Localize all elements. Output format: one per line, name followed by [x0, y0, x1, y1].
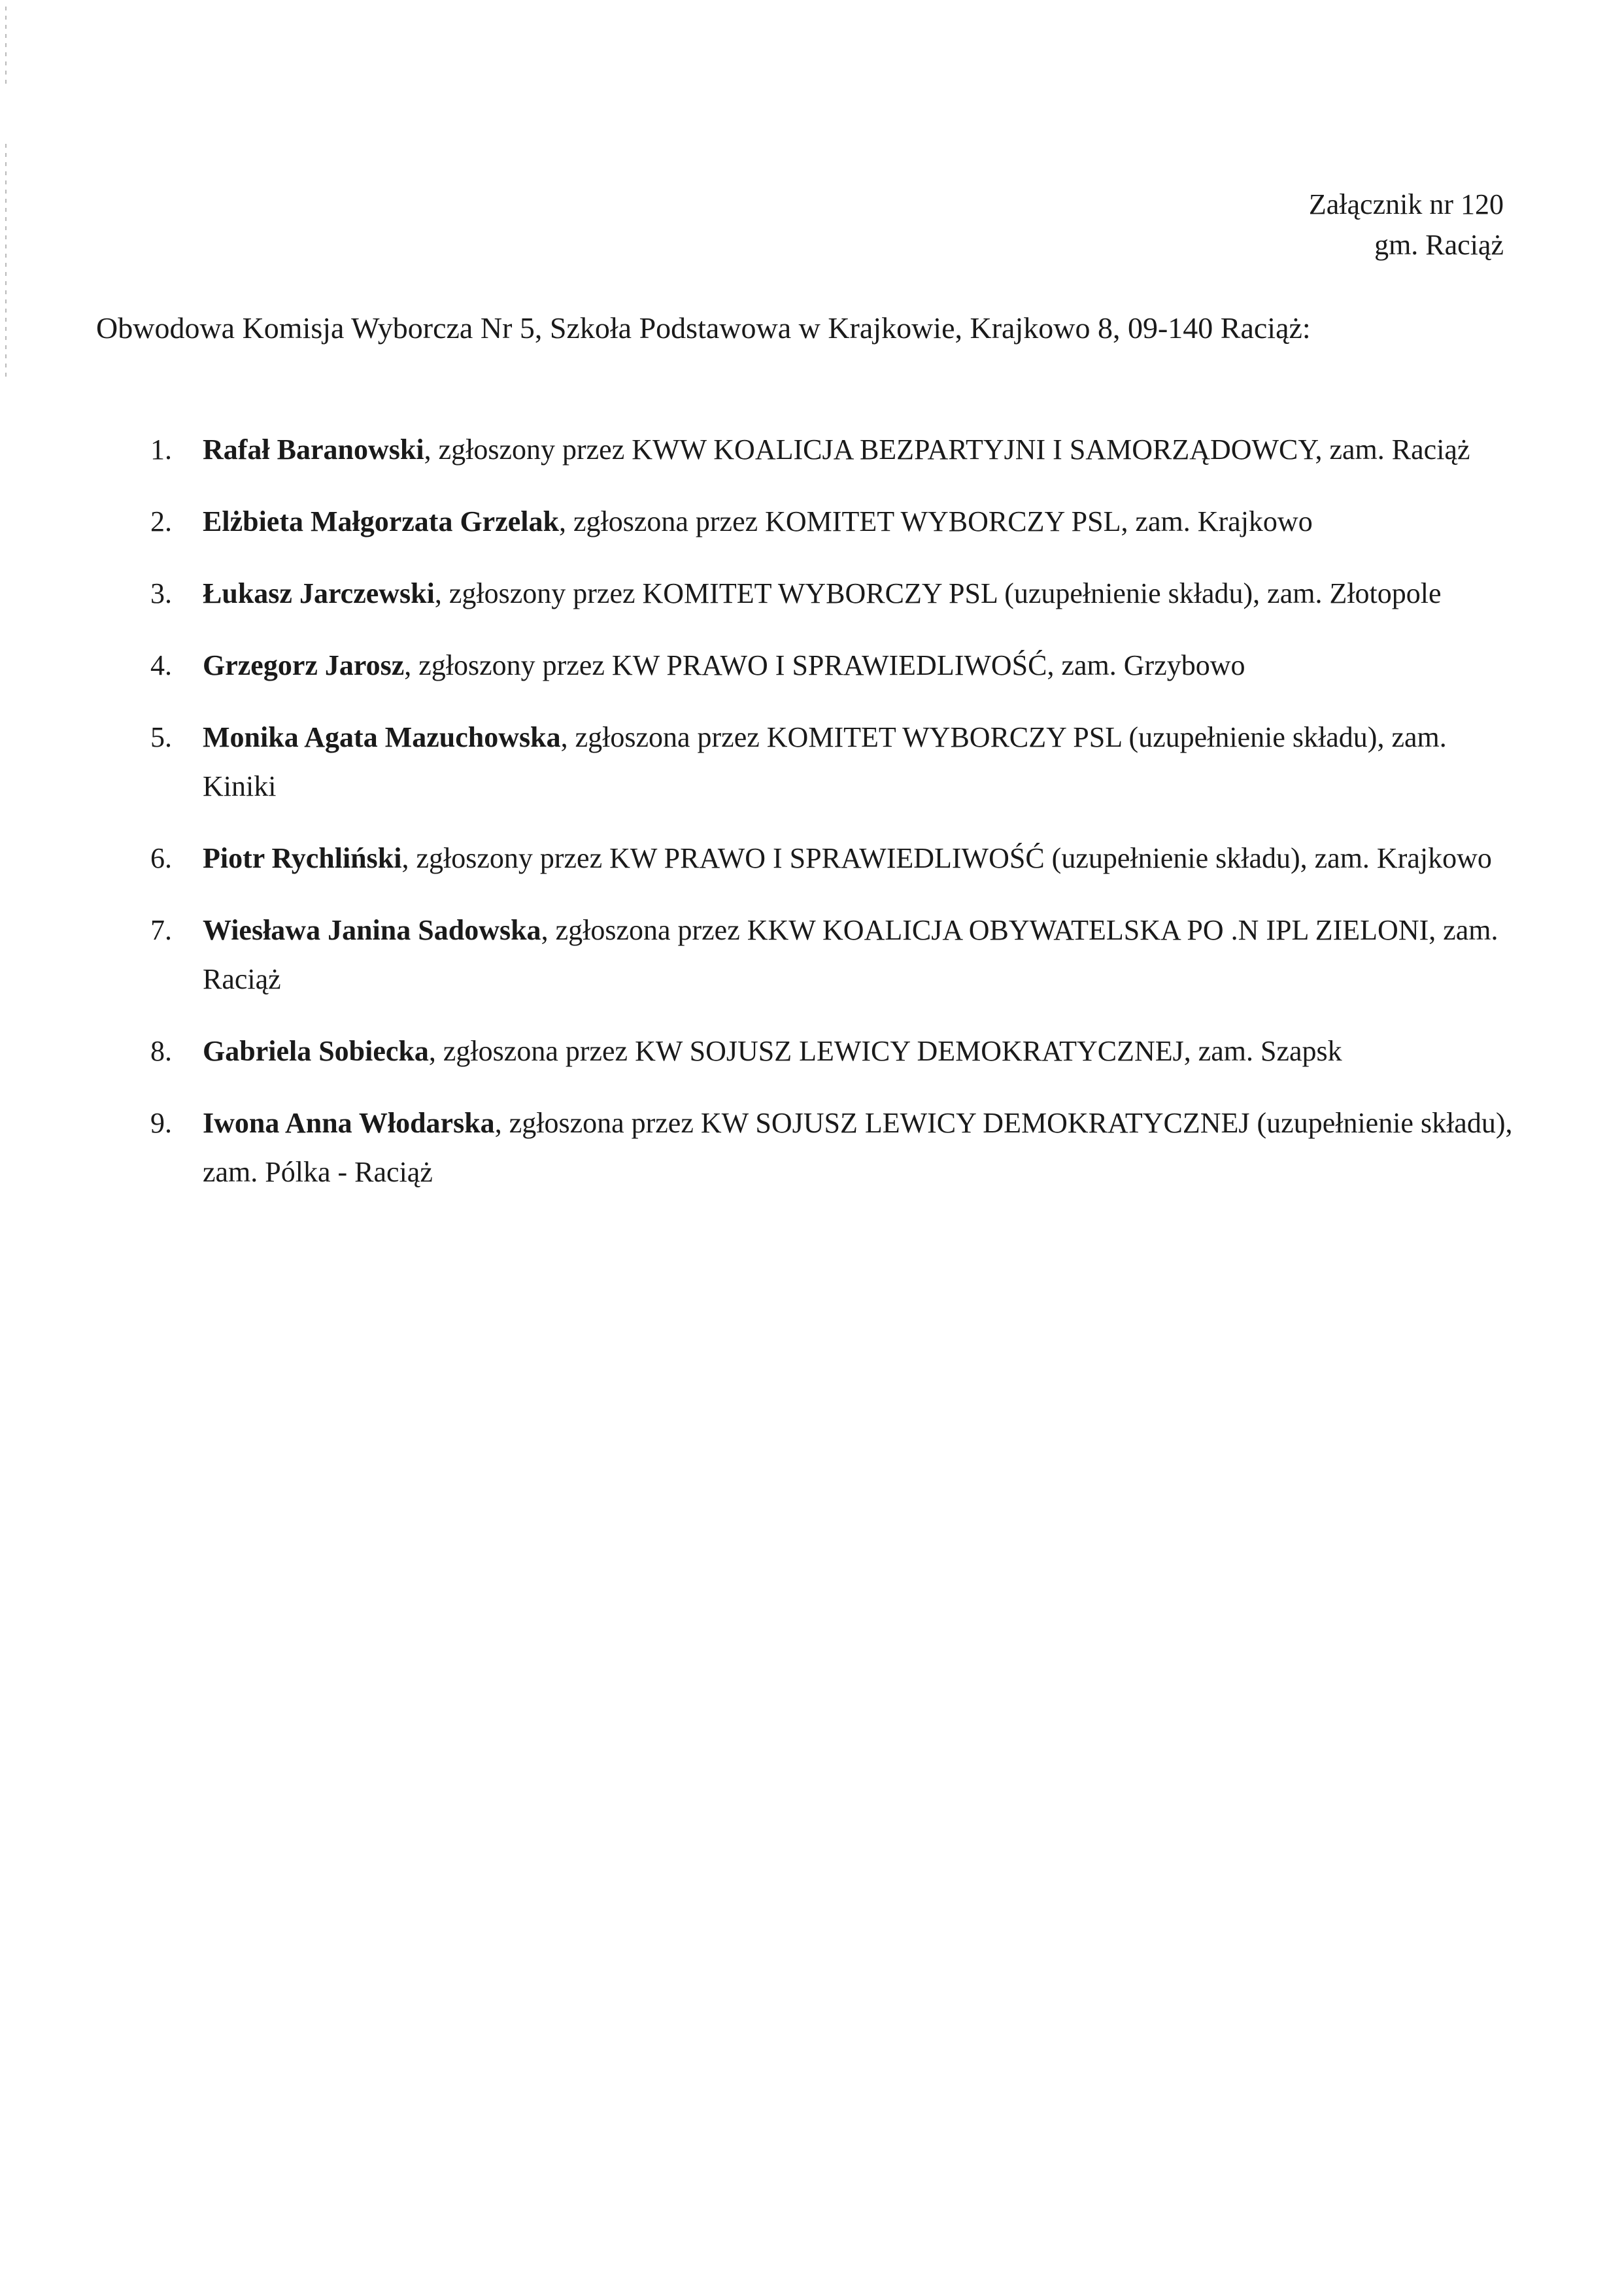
scan-edge-mark	[5, 144, 7, 379]
member-item	[145, 834, 1525, 883]
member-number: 1.	[150, 433, 172, 466]
member-details: , zgłoszona przez KW SOJUSZ LEWICY DEMOKRATYCZNEJ (uzupełnienie składu), zam. Pólka - Raciąż	[203, 1107, 1513, 1188]
scan-edge-mark	[5, 7, 7, 85]
member-item	[145, 713, 1525, 811]
member-name: Gabriela Sobiecka	[203, 1035, 429, 1067]
member-name: Iwona Anna Włodarska	[203, 1107, 495, 1139]
member-item	[145, 1027, 1525, 1076]
member-item	[145, 569, 1525, 618]
member-item	[145, 1098, 1525, 1197]
member-name: Elżbieta Małgorzata Grzelak	[203, 505, 559, 537]
member-name: Piotr Rychliński	[203, 842, 402, 874]
members-list	[145, 425, 1525, 1219]
member-details: , zgłoszony przez KW PRAWO I SPRAWIEDLIWOŚĆ, zam. Grzybowo	[404, 649, 1245, 681]
member-number: 2.	[150, 505, 172, 537]
member-details: , zgłoszony przez KWW KOALICJA BEZPARTYJNI I SAMORZĄDOWCY, zam. Raciąż	[424, 433, 1470, 466]
annex-municipality: gm. Raciąż	[1374, 229, 1504, 261]
annex-number: Załącznik nr 120	[1308, 188, 1504, 220]
commission-heading: Obwodowa Komisja Wyborcza Nr 5, Szkoła Podstawowa w Krajkowie, Krajkowo 8, 09-140 Raciąż:	[96, 311, 1311, 345]
annex-label	[1309, 184, 1504, 265]
member-details: , zgłoszona przez KW SOJUSZ LEWICY DEMOKRATYCZNEJ, zam. Szapsk	[428, 1035, 1342, 1067]
member-item	[145, 425, 1525, 474]
member-name: Grzegorz Jarosz	[203, 649, 405, 681]
member-details: , zgłoszona przez KOMITET WYBORCZY PSL (uzupełnienie składu), zam. Kiniki	[203, 721, 1447, 802]
member-number: 9.	[150, 1107, 172, 1139]
member-name: Łukasz Jarczewski	[203, 577, 435, 609]
member-item	[145, 497, 1525, 546]
member-number: 3.	[150, 577, 172, 609]
member-details: , zgłoszony przez KOMITET WYBORCZY PSL (uzupełnienie składu), zam. Złotopole	[434, 577, 1442, 609]
member-number: 7.	[150, 914, 172, 946]
member-name: Rafał Baranowski	[203, 433, 424, 466]
member-number: 5.	[150, 721, 172, 753]
member-number: 8.	[150, 1035, 172, 1067]
member-details: , zgłoszony przez KW PRAWO I SPRAWIEDLIWOŚĆ (uzupełnienie składu), zam. Krajkowo	[401, 842, 1492, 874]
member-name: Monika Agata Mazuchowska	[203, 721, 561, 753]
member-name: Wiesława Janina Sadowska	[203, 914, 541, 946]
member-details: , zgłoszona przez KOMITET WYBORCZY PSL, zam. Krajkowo	[558, 505, 1313, 537]
member-details: , zgłoszona przez KKW KOALICJA OBYWATELSKA PO .N IPL ZIELONI, zam. Raciąż	[203, 914, 1498, 995]
member-item	[145, 906, 1525, 1004]
member-number: 4.	[150, 649, 172, 681]
member-number: 6.	[150, 842, 172, 874]
member-item	[145, 641, 1525, 690]
